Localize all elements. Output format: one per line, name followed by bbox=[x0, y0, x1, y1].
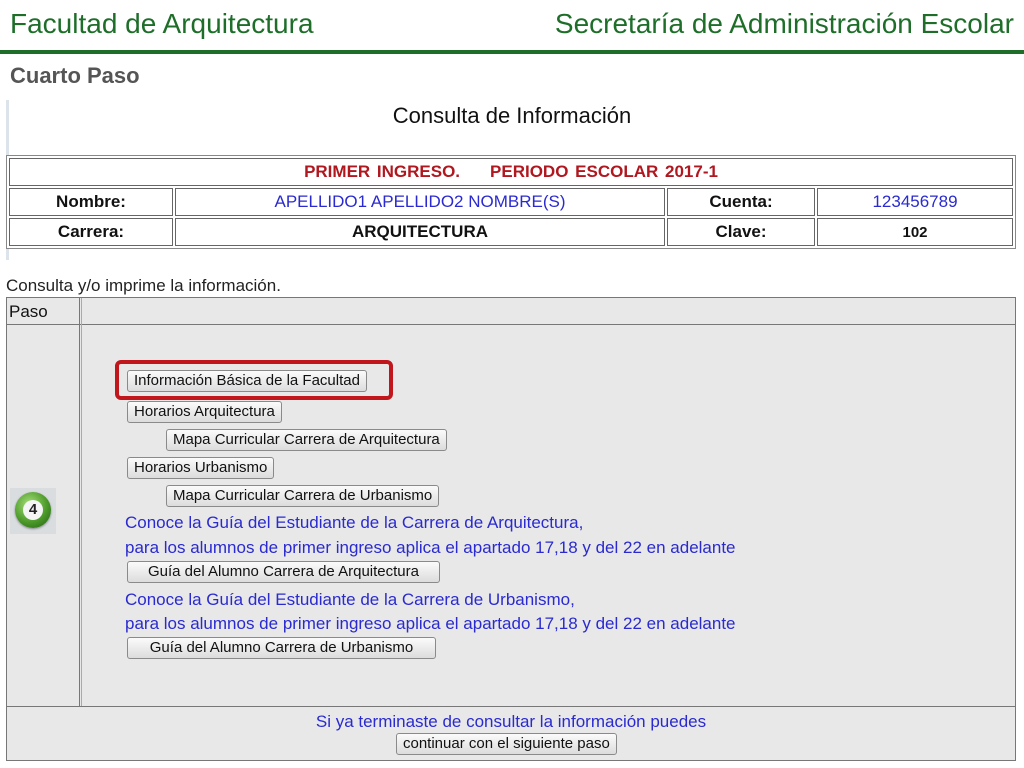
cuenta-label: Cuenta: bbox=[667, 188, 815, 216]
carrera-value: ARQUITECTURA bbox=[175, 218, 665, 246]
period-cell bbox=[9, 158, 1013, 186]
carrera-label: Carrera: bbox=[9, 218, 173, 246]
step-panel bbox=[6, 297, 1016, 761]
consult-instructions: Consulta y/o imprime la información. bbox=[6, 276, 281, 295]
slide-header bbox=[0, 0, 1024, 54]
guia-urbanismo-button[interactable]: Guía del Alumno Carrera de Urbanismo bbox=[127, 637, 436, 659]
step-number: 4 bbox=[23, 500, 43, 520]
guia-arquitectura-button[interactable]: Guía del Alumno Carrera de Arquitectura bbox=[127, 561, 440, 583]
student-info-table bbox=[6, 155, 1016, 249]
arq-guide-text-line2: para los alumnos de primer ingreso aplica el apartado 17,18 y del 22 en adelante bbox=[125, 538, 736, 557]
info-basica-button[interactable]: Información Básica de la Facultad bbox=[127, 370, 367, 392]
cuenta-value: 123456789 bbox=[817, 188, 1013, 216]
secretariat-title: Secretaría de Administración Escolar bbox=[554, 8, 1014, 39]
faculty-title: Facultad de Arquitectura bbox=[10, 8, 314, 39]
arq-guide-text-line1: Conoce la Guía del Estudiante de la Carrera de Arquitectura, bbox=[125, 513, 584, 532]
horarios-urbanismo-button[interactable]: Horarios Urbanismo bbox=[127, 457, 274, 479]
urb-guide-text-line1: Conoce la Guía del Estudiante de la Carrera de Urbanismo, bbox=[125, 590, 575, 609]
mapa-urbanismo-button[interactable]: Mapa Curricular Carrera de Urbanismo bbox=[166, 485, 439, 507]
period-row bbox=[9, 158, 1013, 186]
nombre-value: APELLIDO1 APELLIDO2 NOMBRE(S) bbox=[175, 188, 665, 216]
step-4-badge-icon bbox=[15, 492, 51, 528]
step-badge-cell bbox=[10, 488, 56, 534]
nombre-label: Nombre: bbox=[9, 188, 173, 216]
header-divider bbox=[0, 50, 1024, 54]
horarios-arquitectura-button[interactable]: Horarios Arquitectura bbox=[127, 401, 282, 423]
column-divider bbox=[79, 298, 80, 706]
clave-value: 102 bbox=[817, 218, 1013, 246]
urb-guide-text-line2: para los alumnos de primer ingreso aplica el apartado 17,18 y del 22 en adelante bbox=[125, 614, 736, 633]
paso-label: Paso bbox=[9, 302, 48, 321]
continue-button[interactable]: continuar con el siguiente paso bbox=[396, 733, 617, 755]
footer-text: Si ya terminaste de consultar la información puedes bbox=[315, 712, 707, 731]
column-divider-inner bbox=[81, 298, 82, 706]
step-panel-divider bbox=[7, 706, 1015, 707]
step-header-row bbox=[7, 298, 1015, 325]
clave-label: Clave: bbox=[667, 218, 815, 246]
period-value: PERIODO ESCOLAR 2017-1 bbox=[490, 162, 718, 181]
page-heading: Consulta de Información bbox=[392, 103, 632, 128]
mapa-arquitectura-button[interactable]: Mapa Curricular Carrera de Arquitectura bbox=[166, 429, 447, 451]
carrera-row bbox=[9, 218, 1013, 246]
period-label: PRIMER INGRESO. bbox=[304, 162, 461, 181]
nombre-row bbox=[9, 188, 1013, 216]
step-heading: Cuarto Paso bbox=[10, 63, 140, 88]
highlight-annotation bbox=[115, 360, 393, 400]
